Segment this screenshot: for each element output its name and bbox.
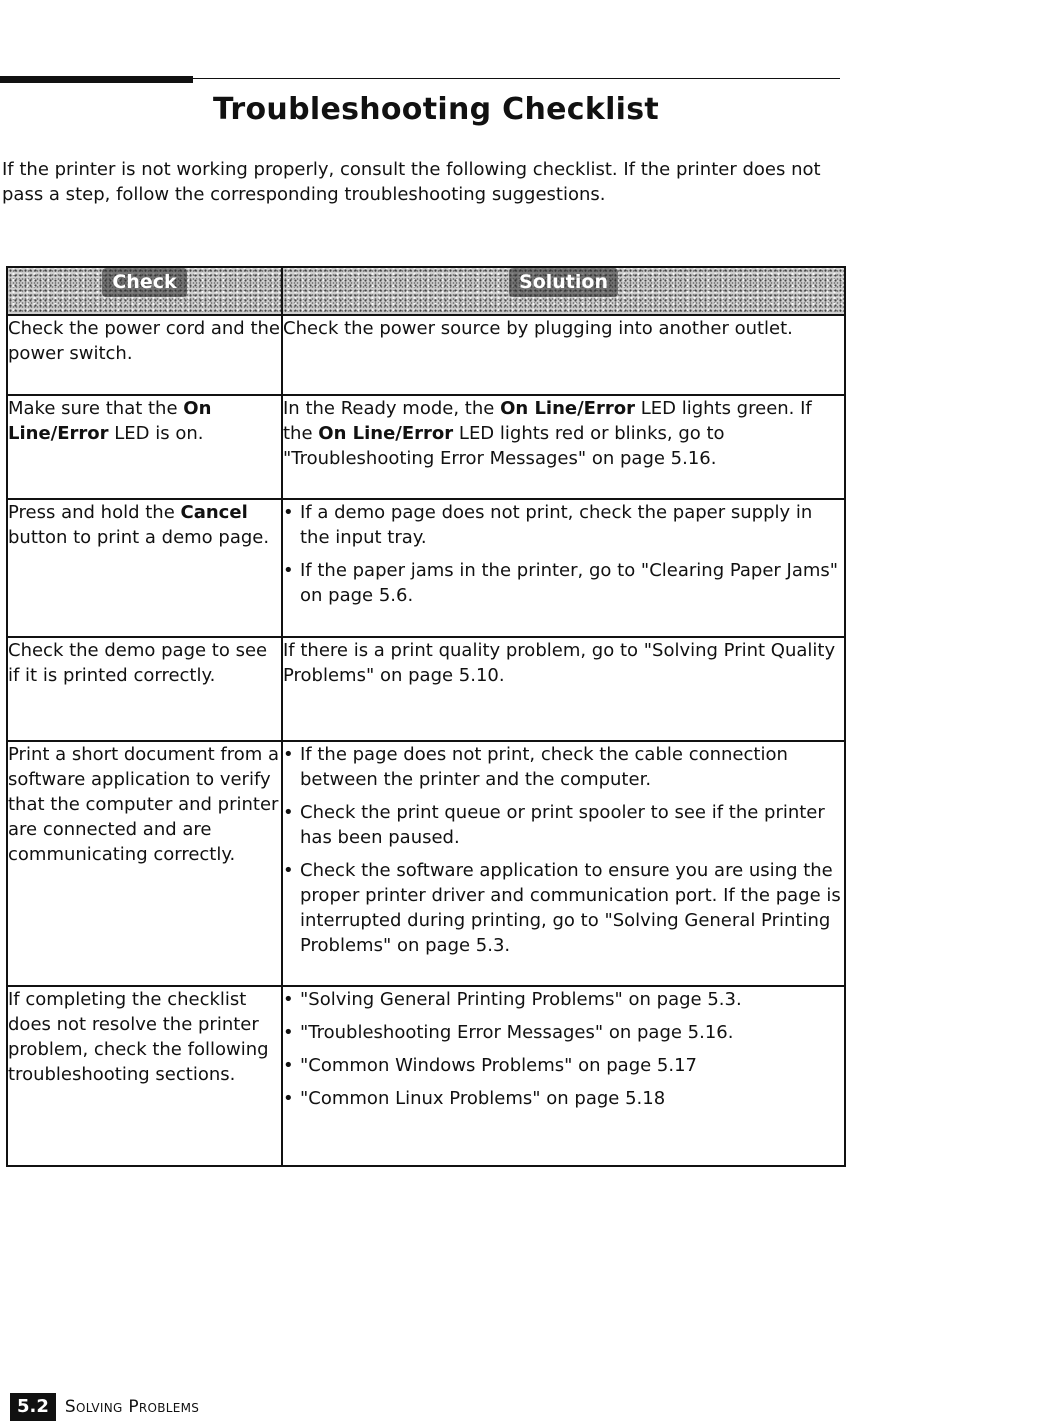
solution-text-part: LED lights red or blinks, go to "Troubleshooting Error Messages" on page 5.16. [283,423,725,469]
troubleshooting-table [6,266,846,1167]
list-item: • "Common Linux Problems" on page 5.18 [283,1086,844,1111]
check-text-part: LED is on. [108,423,204,444]
check-text-part: Press and hold the [8,502,181,523]
section-name: Solving Problems [64,1397,200,1417]
page-footer [10,1393,199,1421]
solution-cell [282,741,845,986]
header-check-label: Check [102,268,186,297]
list-item: • "Solving General Printing Problems" on page 5.3. [283,987,844,1012]
check-cell [7,741,282,986]
check-text: Print a short document from a software application to verify that the computer and printer are connected and are communicating correctly. [8,744,280,865]
solution-list [283,987,844,1111]
list-item: • Check the software application to ensure you are using the proper printer driver and communication port. If the page is interrupted during printing, go to "Solving General Printing Problems" on page 5.3. [283,858,844,958]
check-text: Check the power cord and the power switch. [8,318,280,364]
solution-list [283,500,844,608]
solution-text [283,396,844,471]
check-cell [7,986,282,1166]
solution-cell [282,499,845,637]
table-row [7,637,845,741]
table-row [7,986,845,1166]
list-item: • Check the print queue or print spooler to see if the printer has been paused. [283,800,844,850]
solution-cell [282,986,845,1166]
check-cell [7,315,282,395]
header-rule-thick [0,76,193,83]
check-text-part: Make sure that the [8,398,184,419]
page-title: Troubleshooting Checklist [212,92,660,127]
table-row [7,499,845,637]
table-row [7,315,845,395]
list-item: • "Troubleshooting Error Messages" on page 5.16. [283,1020,844,1045]
table-row [7,395,845,499]
check-cell [7,637,282,741]
check-text: If completing the checklist does not resolve the printer problem, check the following troubleshooting sections. [8,989,269,1085]
check-cell [7,395,282,499]
solution-list [283,742,844,958]
solution-text: If there is a print quality problem, go to "Solving Print Quality Problems" on page 5.10. [283,640,836,686]
header-solution [282,267,845,315]
list-item: • If the paper jams in the printer, go to "Clearing Paper Jams" on page 5.6. [283,558,844,608]
led-name: On Line/Error [8,398,212,444]
solution-text-part: LED lights green. If the [283,398,812,444]
table-header-row [7,267,845,315]
page-number: 5.2 [10,1393,56,1421]
solution-text: Check the power source by plugging into another outlet. [283,318,793,339]
solution-cell [282,395,845,499]
list-item: • If the page does not print, check the cable connection between the printer and the computer. [283,742,844,792]
table-row [7,741,845,986]
intro-paragraph: If the printer is not working properly, consult the following checklist. If the printer does not pass a step, follow the corresponding troubleshooting suggestions. [2,159,821,205]
header-solution-label: Solution [509,268,618,297]
list-item: • If a demo page does not print, check the paper supply in the input tray. [283,500,844,550]
button-name: Cancel [180,502,248,523]
solution-cell [282,315,845,395]
check-text [8,396,281,446]
list-item: • "Common Windows Problems" on page 5.17 [283,1053,844,1078]
header-rule-thin [193,78,840,79]
check-cell [7,499,282,637]
solution-text-part: In the Ready mode, the [283,398,501,419]
led-name: On Line/Error [500,398,635,419]
check-text-part: button to print a demo page. [8,527,270,548]
check-text [8,500,281,550]
header-check [7,267,282,315]
led-name: On Line/Error [318,423,454,444]
solution-cell [282,637,845,741]
check-text: Check the demo page to see if it is printed correctly. [8,640,268,686]
